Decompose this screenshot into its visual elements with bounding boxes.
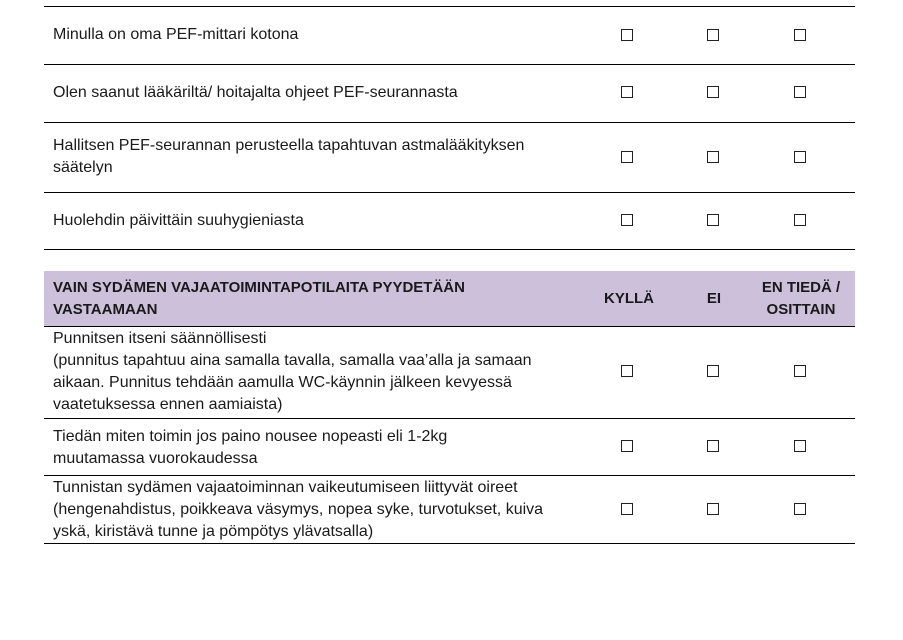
- question-row: [44, 327, 855, 419]
- question-text: [53, 477, 543, 543]
- questionnaire-table-general: [44, 6, 855, 250]
- questionnaire-table-heart-failure: [44, 271, 855, 544]
- question-line: Punnitsen itseni säännöllisesti: [53, 330, 267, 347]
- column-header-no: EI: [706, 290, 722, 307]
- question-text: [53, 426, 447, 470]
- question-text: Huolehdin päivittäin suuhygieniasta: [53, 212, 304, 229]
- question-line: (hengenahdistus, poikkeava väsymys, nopea syke, turvotukset, kuiva: [53, 501, 544, 518]
- column-header-yes: KYLLÄ: [604, 290, 654, 307]
- checkbox-yes[interactable]: [621, 365, 633, 377]
- question-line: aikaan. Punnitus tehdään aamulla WC-käynnin jälkeen kevyessä: [53, 374, 512, 391]
- question-text: Minulla on oma PEF-mittari kotona: [53, 26, 299, 43]
- section-title: VAIN SYDÄMEN VAJAATOIMINTAPOTILAITA PYYDETÄÄN VASTAAMAAN: [53, 279, 465, 318]
- checkbox-no[interactable]: [707, 440, 719, 452]
- checkbox-unsure[interactable]: [794, 440, 806, 452]
- checkbox-unsure[interactable]: [794, 365, 806, 377]
- checkbox-no[interactable]: [707, 365, 719, 377]
- question-row: [44, 7, 855, 65]
- checkbox-unsure[interactable]: [794, 503, 806, 515]
- checkbox-no[interactable]: [707, 86, 719, 98]
- checkbox-yes[interactable]: [621, 440, 633, 452]
- checkbox-unsure[interactable]: [794, 214, 806, 226]
- question-line: Tunnistan sydämen vajaatoiminnan vaikeutumiseen liittyvät oireet: [53, 479, 518, 496]
- checkbox-unsure[interactable]: [794, 29, 806, 41]
- question-row: [44, 193, 855, 250]
- question-line: vaatetuksessa ennen aamiaista): [53, 396, 283, 413]
- checkbox-yes[interactable]: [621, 29, 633, 41]
- checkbox-no[interactable]: [707, 503, 719, 515]
- question-line: yskä, kiristävä tunne ja pömpötys ylävatsalla): [53, 523, 374, 540]
- checkbox-no[interactable]: [707, 214, 719, 226]
- column-header-unsure: EN TIEDÄ / OSITTAIN: [761, 279, 841, 318]
- question-row: [44, 65, 855, 123]
- checkbox-no[interactable]: [707, 151, 719, 163]
- question-row: [44, 419, 855, 476]
- question-line: (punnitus tapahtuu aina samalla tavalla, samalla vaa’alla ja samaan: [53, 352, 532, 369]
- question-text: [53, 328, 532, 416]
- question-text: [53, 135, 524, 179]
- checkbox-yes[interactable]: [621, 503, 633, 515]
- question-line: säätelyn: [53, 159, 113, 176]
- question-row: [44, 476, 855, 544]
- checkbox-yes[interactable]: [621, 214, 633, 226]
- question-text: Olen saanut lääkäriltä/ hoitajalta ohjeet PEF-seurannasta: [53, 84, 458, 101]
- checkbox-unsure[interactable]: [794, 151, 806, 163]
- question-row: [44, 123, 855, 193]
- question-line: Tiedän miten toimin jos paino nousee nopeasti eli 1-2kg: [53, 428, 448, 445]
- checkbox-unsure[interactable]: [794, 86, 806, 98]
- checkbox-yes[interactable]: [621, 86, 633, 98]
- question-line: muutamassa vuorokaudessa: [53, 450, 258, 467]
- checkbox-yes[interactable]: [621, 151, 633, 163]
- question-line: Hallitsen PEF-seurannan perusteella tapahtuvan astmalääkityksen: [53, 137, 525, 154]
- checkbox-no[interactable]: [707, 29, 719, 41]
- section-header: [44, 271, 855, 327]
